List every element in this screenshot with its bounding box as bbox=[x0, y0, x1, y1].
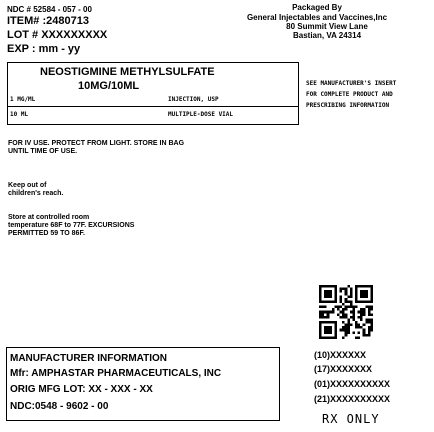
storage-2: temperature 68F to 77F. EXCURSIONS bbox=[8, 222, 135, 229]
product-strength: 10MG/10ML bbox=[78, 80, 140, 92]
product-name: NEOSTIGMINE METHYLSULFATE bbox=[40, 66, 215, 78]
lot-number: LOT # XXXXXXXXX bbox=[7, 29, 108, 41]
storage-3: PERMITTED 59 TO 86F. bbox=[8, 230, 85, 237]
product-divider bbox=[8, 106, 298, 107]
gs1-01: (01)XXXXXXXXXX bbox=[314, 379, 391, 389]
manufacturer-box bbox=[6, 347, 280, 421]
packager-title: Packaged By bbox=[292, 3, 342, 12]
gs1-17: (17)XXXXXXX bbox=[314, 364, 373, 374]
insert-line-3: PRESCRIBING INFORMATION bbox=[306, 102, 390, 109]
rx-only: RX ONLY bbox=[322, 412, 380, 426]
product-volume: 10 ML bbox=[10, 111, 29, 118]
storage-1: Store at controlled room bbox=[8, 214, 90, 221]
packager-address: 80 Summit View Lane bbox=[286, 22, 368, 31]
ndc-line: NDC # 52584 - 057 - 00 bbox=[7, 5, 92, 14]
product-box bbox=[7, 62, 299, 125]
expiration: EXP : mm - yy bbox=[7, 43, 81, 55]
insert-line-2: FOR COMPLETE PRODUCT AND bbox=[306, 91, 393, 98]
manufacturer-ndc: NDC:0548 - 9602 - 00 bbox=[10, 401, 109, 412]
gs1-21: (21)XXXXXXXXXX bbox=[314, 394, 391, 404]
reach-warning-2: children's reach. bbox=[8, 190, 64, 197]
iv-warning-1: FOR IV USE. PROTECT FROM LIGHT. STORE IN BAG bbox=[8, 140, 185, 147]
original-lot: ORIG MFG LOT: XX - XXX - XX bbox=[10, 384, 153, 395]
manufacturer-name: Mfr: AMPHASTAR PHARMACEUTICALS, INC bbox=[10, 368, 222, 379]
manufacturer-title: MANUFACTURER INFORMATION bbox=[10, 353, 168, 364]
insert-line-1: SEE MANUFACTURER'S INSERT bbox=[306, 80, 397, 87]
datamatrix-barcode bbox=[319, 285, 373, 339]
product-concentration: 1 MG/ML bbox=[10, 96, 36, 103]
gs1-10: (10)XXXXXX bbox=[314, 350, 367, 360]
packager-city: Bastian, VA 24314 bbox=[292, 31, 362, 40]
product-vial-type: MULTIPLE-DOSE VIAL bbox=[168, 111, 234, 118]
packager-name: General Injectables and Vaccines,Inc bbox=[246, 13, 388, 22]
reach-warning-1: Keep out of bbox=[8, 182, 47, 189]
item-number: ITEM# :2480713 bbox=[7, 15, 89, 27]
iv-warning-2: UNTIL TIME OF USE. bbox=[8, 148, 78, 155]
product-route: INJECTION, USP bbox=[168, 96, 219, 103]
